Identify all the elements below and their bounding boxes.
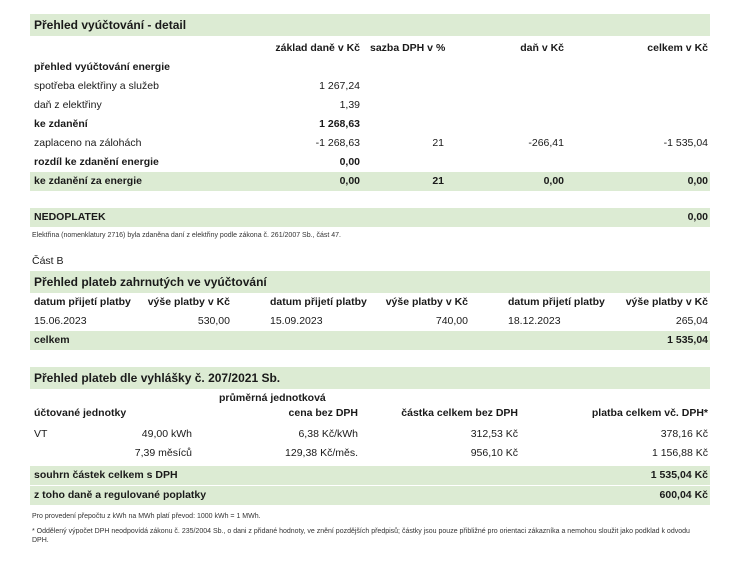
summary-rate: 21 — [432, 175, 444, 187]
payments-total-row — [30, 331, 710, 350]
billing-detail-row — [30, 115, 710, 134]
col-amount-1: výše platby v Kč — [147, 296, 230, 308]
decree-sum-label: souhrn částek celkem s DPH — [34, 469, 178, 481]
row-base: 0,00 — [339, 156, 360, 168]
col-date-3: datum přijetí platby — [508, 296, 605, 308]
col-avg-price-line1: průměrná jednotková — [219, 392, 326, 404]
row-label: daň z elektřiny — [34, 99, 102, 111]
billing-detail-row — [30, 58, 710, 77]
decree-amount: 956,10 Kč — [470, 447, 518, 459]
col-total-with-vat: platba celkem vč. DPH* — [591, 407, 708, 419]
row-base: -1 268,63 — [315, 137, 360, 149]
vat-footnote: * Oddělený výpočet DPH neodpovídá zákonu č. 235/2004 Sb., o dani z přidané hodnoty, ve znění pozdějších předpisů; částky jsou pouze přibližné pro orientaci zákazníka a nemohou sloužit jako podklad k odvodu DPH. — [32, 528, 690, 544]
row-base: 1 268,63 — [319, 118, 360, 130]
decree-header — [30, 391, 710, 425]
payments-title: Přehled plateb zahrnutých ve vyúčtování — [30, 271, 710, 293]
decree-fees-label: z toho daně a regulované poplatky — [34, 489, 207, 501]
payments-total-label: celkem — [34, 334, 70, 346]
col-vat-amount: daň v Kč — [520, 42, 564, 54]
col-date-1: datum přijetí platby — [34, 296, 131, 308]
row-tax: -266,41 — [528, 137, 564, 149]
decree-amount: 312,53 Kč — [470, 428, 518, 440]
col-avg-price-line2: cena bez DPH — [288, 407, 358, 419]
billing-detail-header-row — [30, 39, 710, 58]
col-amount-3: výše platby v Kč — [625, 296, 708, 308]
summary-base: 0,00 — [339, 175, 360, 187]
col-tax-base: základ daně v Kč — [275, 42, 360, 54]
decree-rows — [30, 425, 710, 463]
col-amount-no-vat: částka celkem bez DPH — [401, 407, 518, 419]
decree-row — [30, 425, 710, 444]
decree-avg: 6,38 Kč/kWh — [298, 428, 358, 440]
decree-units: 7,39 měsíců — [134, 447, 192, 459]
decree-label: VT — [34, 428, 48, 440]
summary-tax: 0,00 — [543, 175, 564, 187]
col-total: celkem v Kč — [647, 42, 708, 54]
row-label: rozdíl ke zdanění energie — [34, 156, 159, 168]
decree-avg: 129,38 Kč/měs. — [285, 447, 358, 459]
decree-fees-value: 600,04 Kč — [659, 489, 708, 501]
col-amount-2: výše platby v Kč — [385, 296, 468, 308]
payment-date-3: 18.12.2023 — [508, 315, 561, 327]
col-vat-rate: sazba DPH v % — [370, 42, 446, 54]
billing-detail-row — [30, 96, 710, 115]
payment-date-2: 15.09.2023 — [270, 315, 323, 327]
col-units: účtované jednotky — [34, 407, 127, 419]
nedoplatek-value: 0,00 — [687, 211, 708, 223]
decree-payments-title: Přehled plateb dle vyhlášky č. 207/2021 Sb. — [30, 367, 710, 389]
row-label: zaplaceno na zálohách — [34, 137, 142, 149]
billing-detail-row — [30, 77, 710, 96]
row-base: 1 267,24 — [319, 80, 360, 92]
billing-detail-rows — [30, 58, 710, 172]
nedoplatek-label: NEDOPLATEK — [34, 211, 106, 223]
energy-taxable-summary-row — [30, 172, 710, 191]
summary-label: ke zdanění za energie — [34, 175, 142, 187]
row-rate: 21 — [432, 137, 444, 149]
decree-total: 1 156,88 Kč — [651, 447, 708, 459]
decree-total: 378,16 Kč — [660, 428, 708, 440]
nedoplatek-row — [30, 208, 710, 227]
col-date-2: datum přijetí platby — [270, 296, 367, 308]
decree-row — [30, 444, 710, 463]
row-total: -1 535,04 — [663, 137, 708, 149]
payments-total-value: 1 535,04 — [667, 334, 708, 346]
tax-note: Elektřina (nomenklatury 2716) byla zdaněna daní z elektřiny podle zákona č. 261/2007 Sb., část 47. — [32, 232, 341, 239]
row-label: ke zdanění — [34, 118, 88, 130]
decree-fees-row — [30, 486, 710, 505]
decree-sum-value: 1 535,04 Kč — [650, 469, 708, 481]
row-label: přehled vyúčtování energie — [34, 61, 170, 73]
payments-values-row — [30, 312, 710, 331]
decree-sum-row — [30, 466, 710, 485]
summary-total: 0,00 — [687, 175, 708, 187]
payment-amount-2: 740,00 — [435, 315, 468, 327]
billing-detail-title: Přehled vyúčtování - detail — [30, 14, 710, 36]
decree-units: 49,00 kWh — [141, 428, 192, 440]
payment-amount-3: 265,04 — [675, 315, 708, 327]
billing-detail-page — [30, 14, 710, 545]
row-label: spotřeba elektřiny a služeb — [34, 80, 159, 92]
conversion-footnote: Pro provedení přepočtu z kWh na MWh platí převod: 1000 kWh = 1 MWh. — [32, 513, 261, 520]
payments-header-row — [30, 293, 710, 312]
billing-detail-row — [30, 153, 710, 172]
payment-amount-1: 530,00 — [197, 315, 230, 327]
row-base: 1,39 — [339, 99, 360, 111]
billing-detail-row — [30, 134, 710, 153]
part-b-label: Část B — [32, 255, 64, 267]
payment-date-1: 15.06.2023 — [34, 315, 87, 327]
